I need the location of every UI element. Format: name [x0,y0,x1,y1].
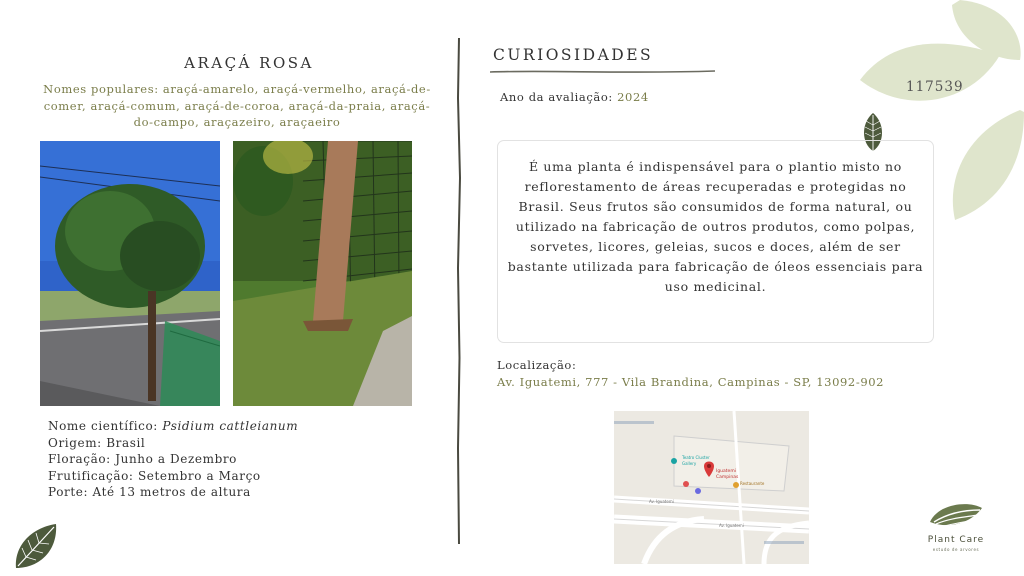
location-address: Av. Iguatemi, 777 - Vila Brandina, Campinas - SP, 13092-902 [497,375,885,389]
flowering: Floração: Junho a Dezembro [48,452,238,466]
plant-facts [48,418,298,501]
brand-tagline: estudo de arvores [932,547,980,552]
evaluation-year: Ano da avaliação: 2024 [500,90,649,104]
scientific-name: Nome científico: Psidium cattleianum [48,419,299,433]
column-divider [455,38,463,544]
title-underline [490,68,715,76]
svg-text:Av. Iguatemi: Av. Iguatemi [719,523,744,528]
plant-code: 117539 [906,79,964,95]
fruiting: Frutificação: Setembro a Março [48,468,261,483]
trunk-photo [233,141,412,406]
description-text: É uma planta é indispensável para o plantio misto no reflorestamento de áreas recuperadas e protegidas no Brasil. Seus frutos são consumidos de forma natural, ou utilizado na fabricação de outros produtos, como polpas, sorvetes, licores, geleias, sucos e doces, além de ser bastante utilizada para fabricação de óleos essenciais para uso medicinal. [507,159,924,294]
leaf-icon [12,522,60,570]
popular-names: Nomes populares: araçá-amarelo, araçá-vermelho, araçá-de-comer, araçá-comum, araçá-de-coroa, araçá-da-praia, araçá-do-campo, araçazeiro, araçaeiro [43,82,431,129]
location-label: Localização: [497,358,577,372]
svg-text:Av. Iguatemi: Av. Iguatemi [649,499,674,504]
curiosities-title: CURIOSIDADES [493,46,654,64]
svg-text:Campinas: Campinas [716,475,739,480]
location-map[interactable] [614,411,809,564]
svg-text:Gallery: Gallery [682,461,697,466]
origin: Origem: Brasil [48,435,146,450]
plant-title: ARAÇÁ ROSA [184,54,314,72]
tree-photo [40,141,220,406]
svg-text:Teatro Cluster: Teatro Cluster [682,455,710,460]
svg-text:Iguatemi: Iguatemi [716,469,736,474]
brand-name: Plant Care [927,535,985,545]
svg-text:Restaurante: Restaurante [740,481,765,486]
size: Porte: Até 13 metros de altura [48,485,251,499]
